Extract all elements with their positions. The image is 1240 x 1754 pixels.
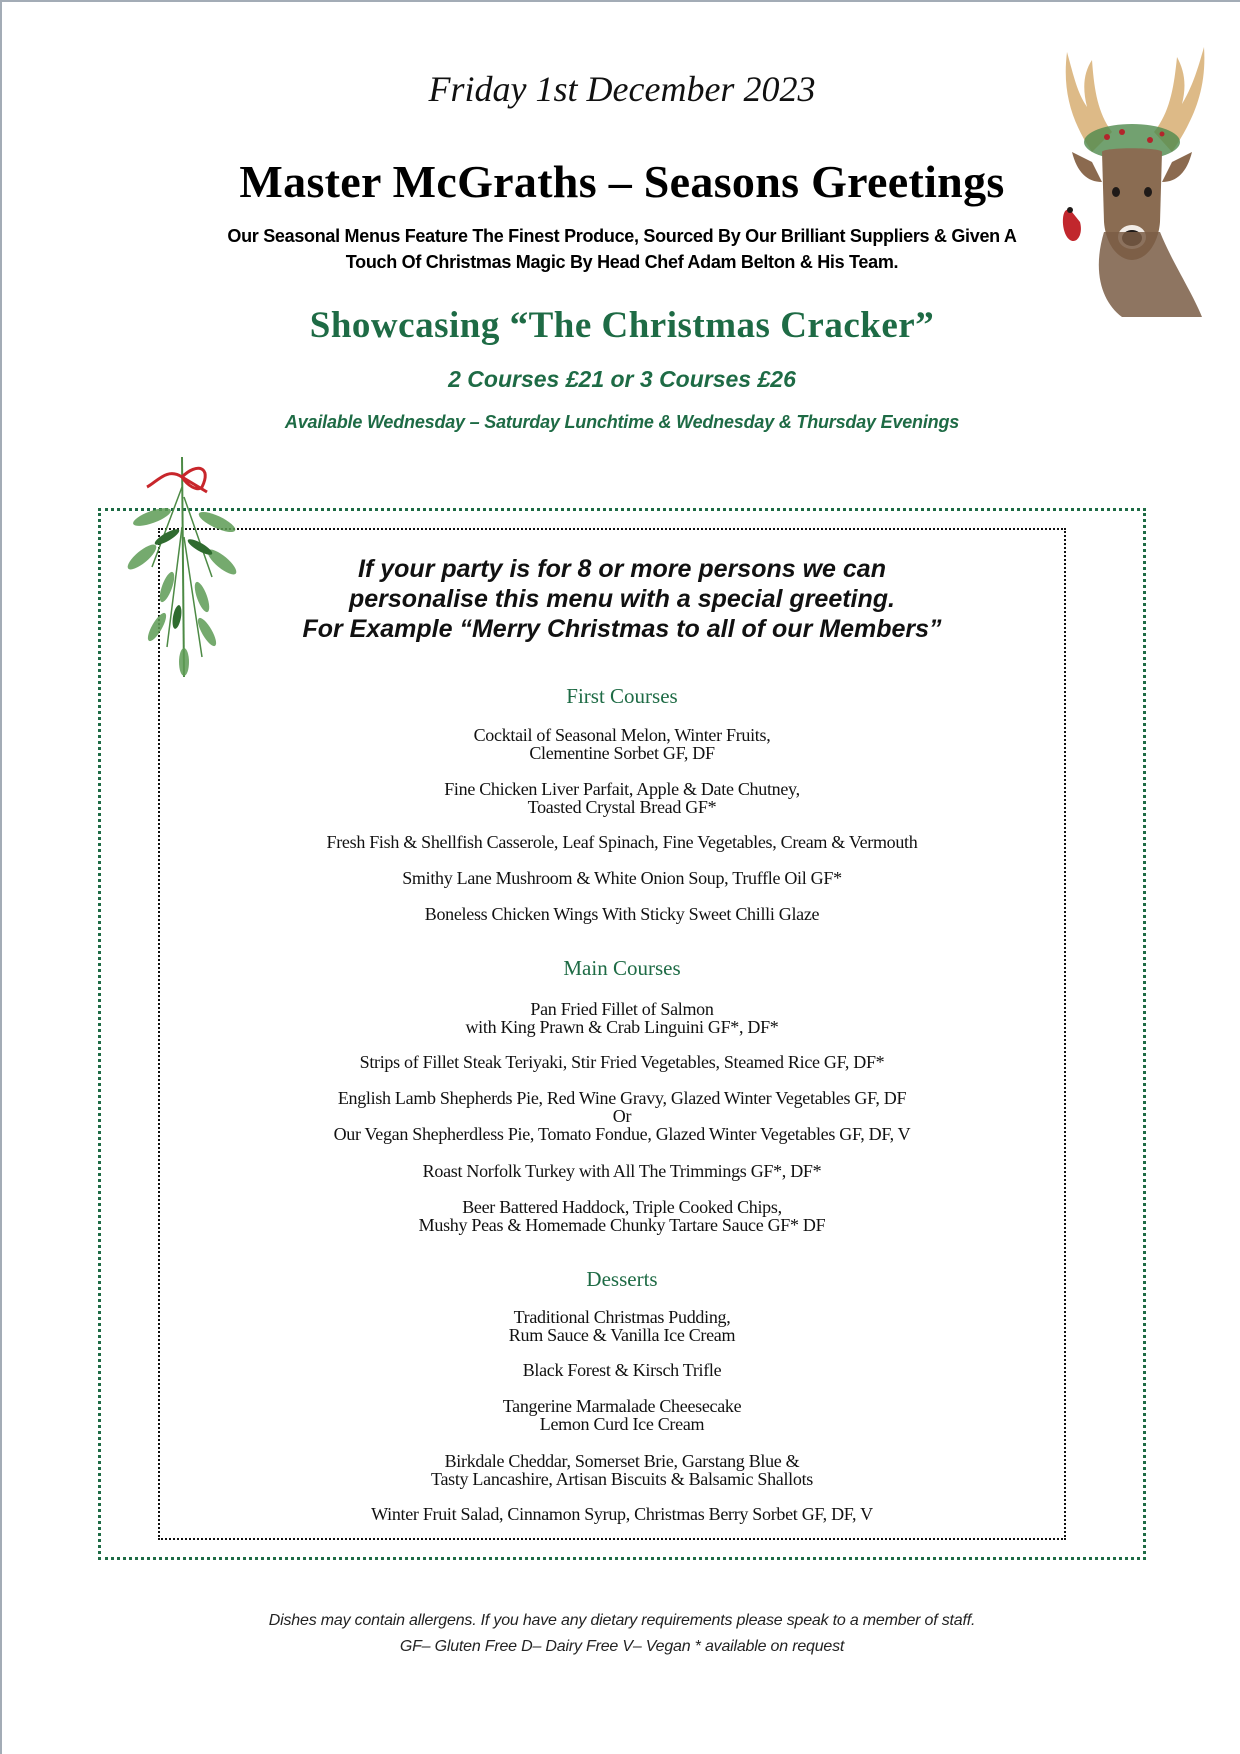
showcase-heading: Showcasing “The Christmas Cracker” (309, 305, 935, 346)
menu-date: Friday 1st December 2023 (428, 69, 816, 109)
menu-item: Tangerine Marmalade Cheesecake (502, 1396, 742, 1416)
menu-item: Lemon Curd Ice Cream (539, 1414, 705, 1434)
callout-line-1: If your party is for 8 or more persons we can (358, 555, 886, 583)
menu-item: Rum Sauce & Vanilla Ice Cream (508, 1325, 736, 1345)
dietary-key: GF– Gluten Free D– Dairy Free V– Vegan * available on request (399, 1638, 845, 1655)
availability: Available Wednesday – Saturday Lunchtime & Wednesday & Thursday Evenings (284, 412, 960, 432)
menu-item: Fine Chicken Liver Parfait, Apple & Date Chutney, (444, 779, 800, 799)
menu-item: English Lamb Shepherds Pie, Red Wine Gravy, Glazed Winter Vegetables GF, DF (337, 1088, 907, 1108)
menu-item: Pan Fried Fillet of Salmon (530, 999, 714, 1019)
menu-item: Cocktail of Seasonal Melon, Winter Fruits, (473, 725, 771, 745)
callout-line-3: For Example “Merry Christmas to all of our Members” (302, 615, 942, 643)
section-heading-first-courses: First Courses (566, 684, 678, 708)
menu-item: Toasted Crystal Bread GF* (527, 797, 717, 817)
subtitle-line-1: Our Seasonal Menus Feature The Finest Produce, Sourced By Our Brilliant Suppliers & Given A (227, 226, 1017, 246)
allergen-notice: Dishes may contain allergens. If you have any dietary requirements please speak to a member of staff. (268, 1612, 976, 1629)
menu-item: Smithy Lane Mushroom & White Onion Soup, Truffle Oil GF* (402, 868, 842, 888)
menu-item: Beer Battered Haddock, Triple Cooked Chips, (462, 1197, 782, 1217)
menu-item: Strips of Fillet Steak Teriyaki, Stir Fried Vegetables, Steamed Rice GF, DF* (359, 1052, 885, 1072)
menu-item: Black Forest & Kirsch Trifle (522, 1360, 722, 1380)
menu-item: Mushy Peas & Homemade Chunky Tartare Sauce GF* DF (418, 1215, 826, 1235)
menu-item: Clementine Sorbet GF, DF (529, 743, 715, 763)
menu-item: Tasty Lancashire, Artisan Biscuits & Balsamic Shallots (431, 1469, 813, 1489)
page-title: Master McGraths – Seasons Greetings (239, 156, 1005, 207)
menu-item-or: Or (612, 1106, 632, 1126)
menu-item: Roast Norfolk Turkey with All The Trimmings GF*, DF* (422, 1161, 822, 1181)
callout-line-2: personalise this menu with a special greeting. (349, 585, 895, 613)
menu-item: Winter Fruit Salad, Cinnamon Syrup, Christmas Berry Sorbet GF, DF, V (371, 1504, 873, 1524)
menu-item: Traditional Christmas Pudding, (513, 1307, 731, 1327)
menu-item: Fresh Fish & Shellfish Casserole, Leaf Spinach, Fine Vegetables, Cream & Vermouth (326, 832, 918, 852)
menu-item: Boneless Chicken Wings With Sticky Sweet Chilli Glaze (424, 904, 820, 924)
section-heading-main-courses: Main Courses (563, 956, 681, 980)
menu-item: Birkdale Cheddar, Somerset Brie, Garstang Blue & (444, 1451, 800, 1471)
subtitle-line-2: Touch Of Christmas Magic By Head Chef Adam Belton & His Team. (345, 252, 899, 272)
menu-item: Our Vegan Shepherdless Pie, Tomato Fondue, Glazed Winter Vegetables GF, DF, V (333, 1124, 911, 1144)
pricing: 2 Courses £21 or 3 Courses £26 (448, 366, 796, 392)
menu-item: with King Prawn & Crab Linguini GF*, DF* (465, 1017, 779, 1037)
section-heading-desserts: Desserts (586, 1267, 658, 1291)
